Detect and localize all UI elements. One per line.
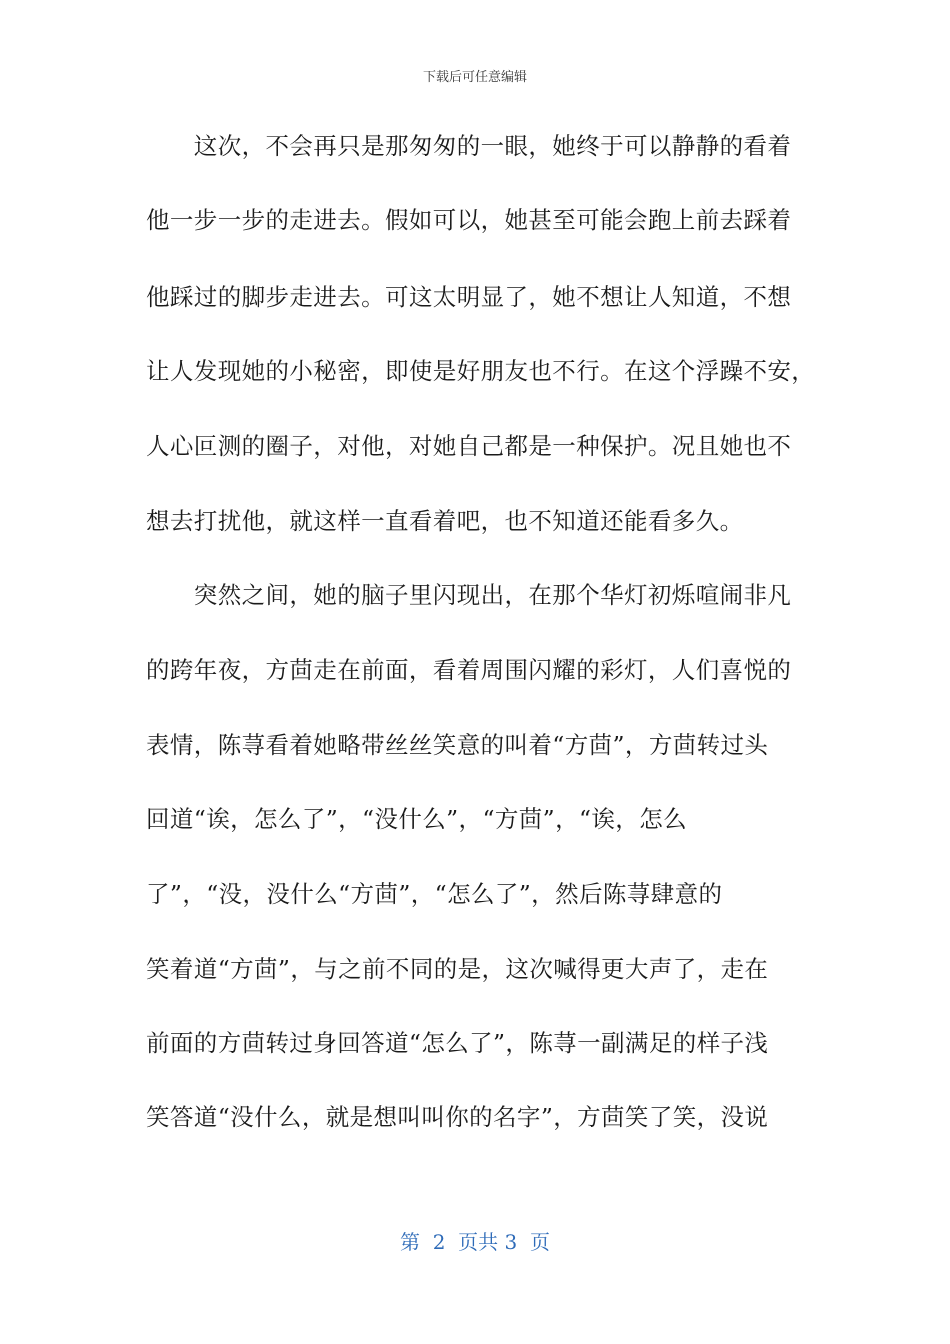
page-footer: 第 2 页共 3 页 (400, 1230, 550, 1254)
text-line: 笑着道“方茴”，与之前不同的是，这次喊得更大声了，走在 (146, 955, 769, 983)
text-line: 这次，不会再只是那匆匆的一眼，她终于可以静静的看着 (146, 132, 792, 160)
text-line: 的跨年夜，方茴走在前面，看着周围闪耀的彩灯，人们喜悦的 (146, 656, 792, 684)
text-line: 让人发现她的小秘密，即使是好朋友也不行。在这个浮躁不安， (146, 357, 816, 385)
text-line: 回道“诶，怎么了”，“没什么”，“方茴”，“诶，怎么 (146, 805, 687, 833)
text-line: 前面的方茴转过身回答道“怎么了”，陈荨一副满足的样子浅 (146, 1029, 769, 1057)
text-line: 他踩过的脚步走进去。可这太明显了，她不想让人知道，不想 (146, 283, 792, 311)
text-line: 人心叵测的圈子，对他，对她自己都是一种保护。况且她也不 (146, 432, 792, 460)
page-header: 下载后可任意编辑 (422, 70, 527, 85)
text-line: 了”，“没，没什么“方茴”，“怎么了”，然后陈荨肆意的 (146, 880, 723, 908)
text-line: 想去打扰他，就这样一直看着吧，也不知道还能看多久。 (146, 507, 744, 535)
text-line: 他一步一步的走进去。假如可以，她甚至可能会跑上前去踩着 (146, 206, 792, 234)
text-line: 表情，陈荨看着她略带丝丝笑意的叫着“方茴”，方茴转过头 (146, 731, 769, 759)
text-line: 突然之间，她的脑子里闪现出，在那个华灯初烁喧闹非凡 (146, 581, 792, 609)
text-line: 笑答道“没什么，就是想叫叫你的名字”，方茴笑了笑，没说 (146, 1103, 769, 1131)
